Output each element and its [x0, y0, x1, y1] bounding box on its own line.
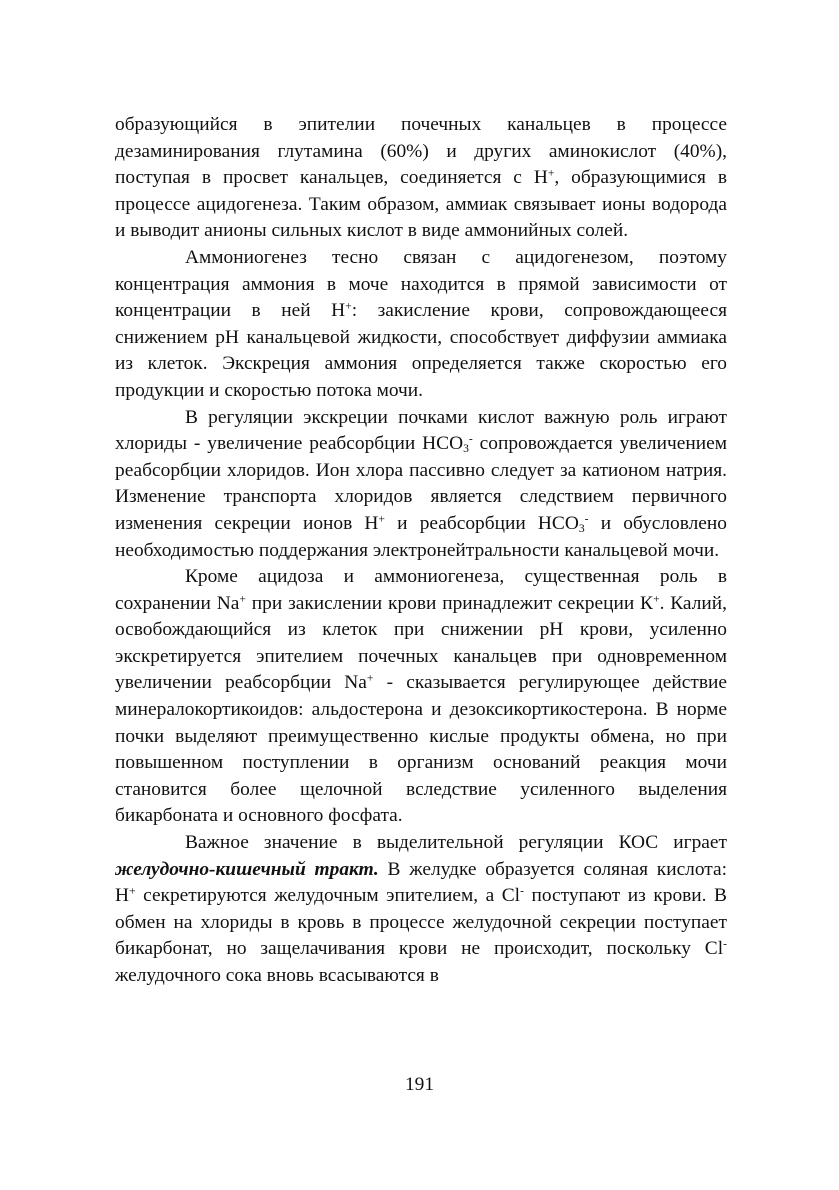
text-run: Важное значение в выделительной регуляции КОС играет: [185, 832, 727, 854]
text-run: образующийся в эпителии почечных канальцев в процессе дезаминирования глутамина (60%) и других аминокислот (40%), поступая в просвет канальцев, соединяется с Н: [115, 114, 727, 189]
superscript-charge: -: [468, 432, 473, 446]
text-run: при закислении крови принадлежит секреции К: [245, 592, 653, 614]
paragraph-chlorides: [115, 405, 727, 565]
text-run: и реабсорбции НСО: [384, 512, 579, 534]
paragraph-ammoniogenesis: [115, 245, 727, 405]
superscript-charge: +: [547, 166, 555, 180]
superscript-charge: -: [520, 884, 524, 898]
page-number: 191: [404, 1074, 435, 1095]
text-run: и обусловлено необходимостью поддержания электронейтральности канальцевой мочи.: [115, 512, 727, 561]
paragraph-gi-tract: [115, 830, 727, 990]
superscript-charge: +: [129, 884, 136, 898]
superscript-charge: +: [366, 672, 374, 686]
text-run: желудочного сока вновь всасываются в: [115, 965, 439, 986]
page-body: [115, 112, 727, 990]
subscript-index: 3: [578, 521, 585, 535]
text-run: В желудке образуется соляная кислота: Н: [115, 858, 727, 907]
paragraph-ammonia-continuation: [115, 112, 727, 245]
superscript-charge: +: [345, 299, 352, 313]
superscript-charge: +: [378, 512, 385, 526]
superscript-charge: -: [723, 938, 727, 952]
superscript-charge: +: [239, 592, 246, 606]
superscript-charge: -: [584, 512, 589, 526]
text-run: . Калий, освобождающийся из клеток при снижении рН крови, усиленно экскретируется эпителием почечных канальцев при одновременном увеличении реабсорбции Na: [115, 592, 727, 694]
text-run: поступают из крови. В обмен на хлориды в кровь в процессе желудочной секреции поступает бикарбонат, но защелачивания крови не происходит, поскольку Cl: [115, 885, 727, 960]
superscript-charge: +: [653, 592, 660, 606]
text-run: : закисление крови, сопровождающееся снижением рН канальцевой жидкости, способствует диффузии аммиака из клеток. Экскреция аммония определяется также скоростью его продукции и скоростью потока мочи.: [115, 300, 728, 401]
emphasis-term: желудочно-кишечный тракт.: [115, 858, 379, 880]
subscript-index: 3: [463, 442, 469, 456]
text-run: Кроме ацидоза и аммониогенеза, существенная роль в сохранении Na: [115, 566, 727, 614]
text-run: - сказывается регулирующее действие минералокортикоидов: альдостерона и дезоксикортикостерона. В норме почки выделяют преимущественно кислые продукты обмена, но при повышенном поступлении в организм оснований реакция мочи становится более щелочной вследствие усиленного выделения бикарбоната и основного фосфата.: [115, 672, 727, 827]
text-run: , образующимися в процессе ацидогенеза. Таким образом, аммиак связывает ионы водорода и выводит анионы сильных кислот в виде аммонийных солей.: [115, 167, 727, 242]
paragraph-potassium: [115, 564, 727, 830]
text-run: Аммониогенез тесно связан с ацидогенезом, поэтому концентрация аммония в моче находится в прямой зависимости от концентрации в ней Н: [115, 246, 727, 322]
text-run: сопровождается увеличением реабсорбции хлоридов. Ион хлора пассивно следует за катионом натрия. Изменение транспорта хлоридов является следствием первичного изменения секреции ионов Н: [115, 433, 727, 534]
text-run: В регуляции экскреции почками кислот важную роль играют хлориды - увеличение реабсорбции НСО: [115, 406, 727, 455]
text-run: секретируются желудочным эпителием, а Cl: [135, 885, 521, 907]
